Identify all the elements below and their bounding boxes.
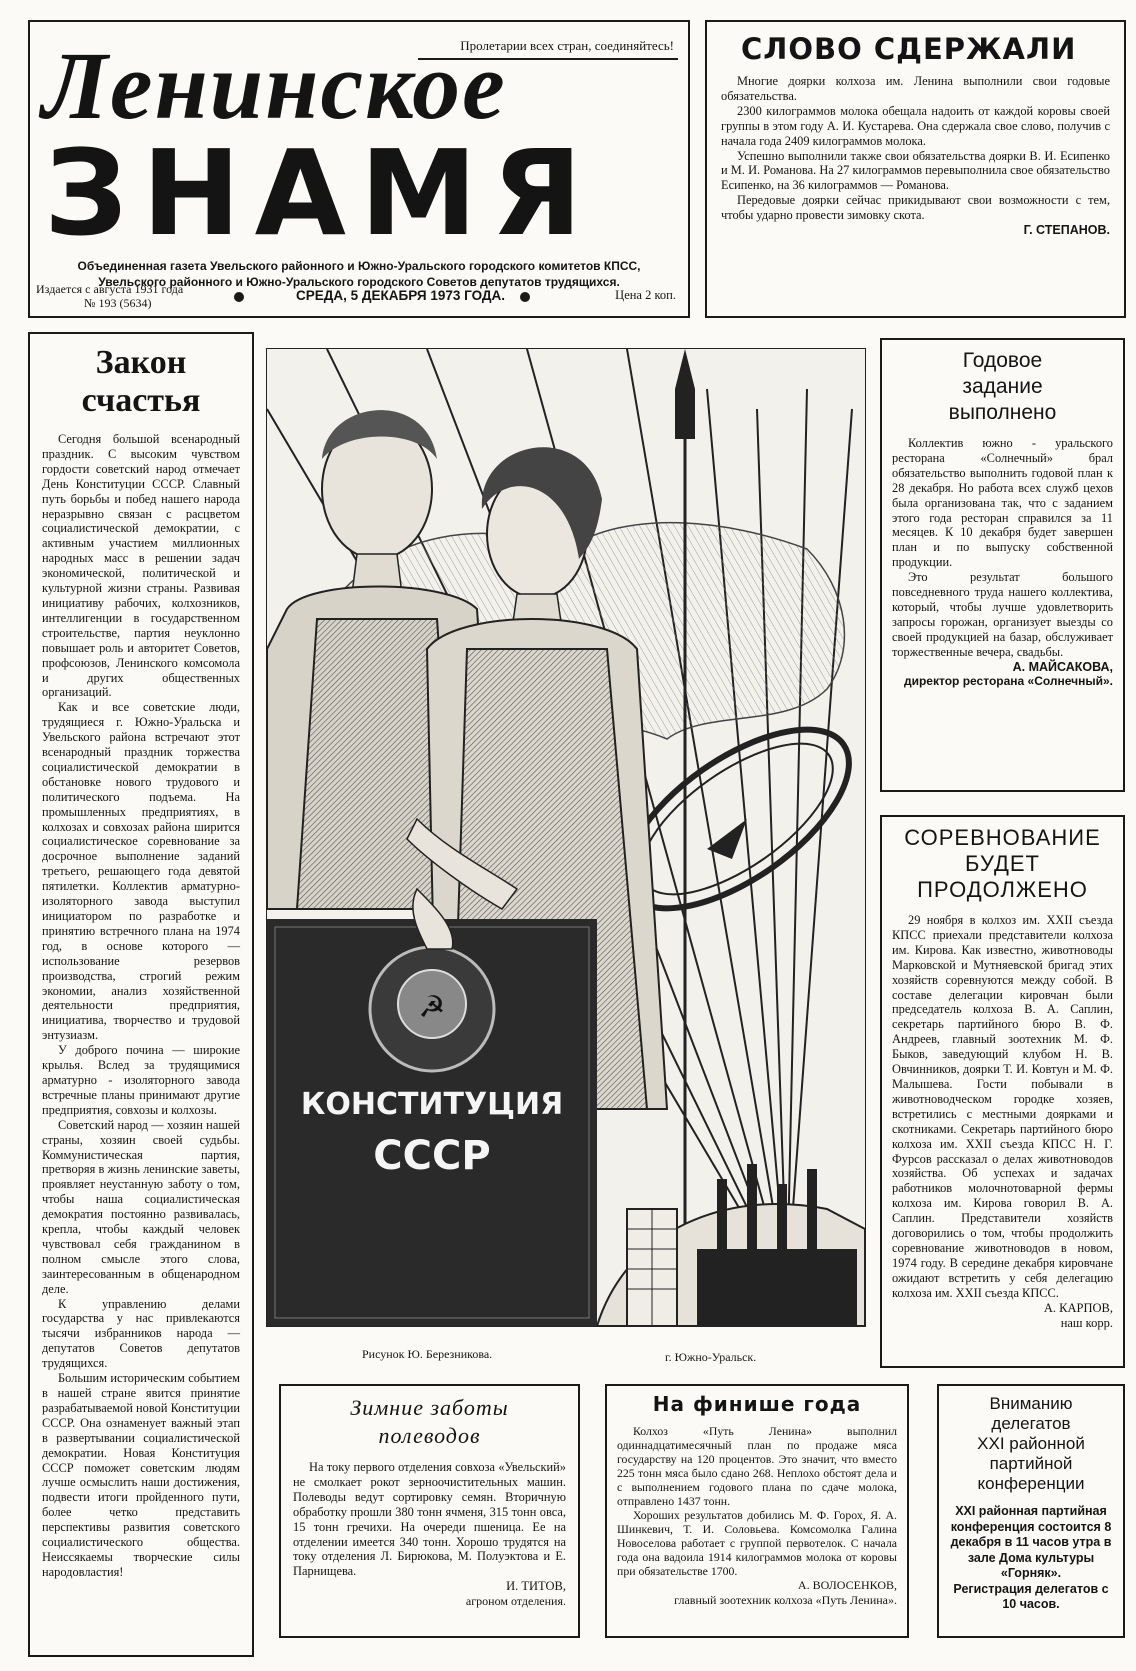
author-position: агроном отделения. (465, 1594, 566, 1609)
article-paragraph: К управлению делами государства у нас привлекаются тысячи избранников народа — депутатов Советов депутатов трудящихся. (42, 1296, 240, 1371)
announcement-title-line: партийной (989, 1454, 1073, 1473)
article-title-line: Закон (95, 344, 187, 381)
article-body (892, 436, 1113, 660)
author-position: наш корр. (1060, 1315, 1113, 1330)
article-zimnie-zaboty (279, 1384, 580, 1638)
article-paragraph: 2300 килограммов молока обещала надоить от каждой коровы своей группы в этом году А. И. Кустарева. Она сдержала свое слово, получив с начала года 2409 килограммов молока. (721, 103, 1110, 148)
article-godovoe-zadanie (880, 338, 1125, 792)
article-paragraph: 29 ноября в колхоз им. XXII съезда КПСС приехали представители колхоза им. Кирова. Как известно, животноводы Марковской и Мутняевской бригад этих хозяйств соревнуются между собой. В составе делегации кировчан были председатель колхоза В. А. Саплин, секретарь партийного бюро В. Ф. Андреев, главный зоотехник М. Ф. Быков, заведующий клубом Н. В. Овчинников, доярки Т. И. Ковтун и М. Ф. Малышева. Гости побывали в животноводческом городке хозяев, встретились с местными доярками и скотниками. Секретарь партийного бюро колхоза им. XXII съезда КПСС Н. Г. Фурсов рассказал о делах животноводов хозяйства. Об успехах и задачах работников молочнотоварной фермы колхоза им. Кирова говорил В. А. Саплин. Представители хозяйств договорились о том, чтобы продолжить соревнование животноводов в новом, 1974 году. В середине декабря кировчане ожидают встретить у себя делегацию колхоза им. XXII съезда КПСС. (892, 913, 1113, 1300)
article-signature: Г. СТЕПАНОВ. (1023, 223, 1110, 238)
announcement-paragraph: Регистрация делегатов с 10 часов. (953, 1581, 1109, 1611)
article-paragraph: Коллектив южно - уральского ресторана «Солнечный» брал обязательство выполнить годовой план к 28 декабря. Но работа всех служб цехов была организована так, что с заданием этого года ресторан справился за 11 месяцев. К 10 декабря будет завершен план и по выпуску собственной продукции. (892, 436, 1113, 570)
article-paragraph: Колхоз «Путь Ленина» выполнил одиннадцатимесячный план по продаже мяса государству на 120 процентов. Это значит, что вместо 225 тонн мяса было сдано 268. Неплохо обстоят дела и с выполнением годового плана по сдаче молока, отправлено 1437 тонн. (617, 1424, 897, 1508)
article-title-line: счастья (81, 382, 201, 419)
founded-line: Издается с августа 1931 года (36, 282, 184, 296)
founded-info (36, 282, 183, 310)
article-na-finishe-goda (605, 1384, 909, 1638)
article-body (42, 432, 240, 1580)
author-position: директор ресторана «Солнечный». (903, 673, 1113, 688)
announcement-title-line: Вниманию (989, 1394, 1073, 1413)
announcement-title-line: делегатов (991, 1414, 1071, 1433)
article-title-line: ПРОДОЛЖЕНО (917, 877, 1088, 902)
masthead (28, 20, 690, 318)
announcement-title-line: конференции (977, 1474, 1085, 1493)
announcement-body (949, 1504, 1113, 1613)
article-paragraph: Хороших результатов добились М. Ф. Горох, Я. А. Шинкевич, Т. И. Соловьева. Комсомолка Галина Новоселова работает с группой первотелок. С начала года она вадоила 1914 килограммов молока от коровы при обязательстве 1700. (617, 1508, 897, 1578)
city-skyline (597, 1164, 865, 1326)
article-paragraph: Это результат большого повседневного труда нашего коллектива, который, чтобы лучше удовлетворить запросы горожан, организует выезды со своей продукцией на базар, обслуживает торжественные вечера, свадьбы. (892, 570, 1113, 659)
article-title-line: полеводов (378, 1423, 481, 1448)
article-title (293, 1394, 566, 1450)
article-title (892, 825, 1113, 903)
author-position: главный зоотехник колхоза «Путь Ленина». (674, 1593, 897, 1607)
poster-caption-city: г. Южно-Уральск. (665, 1350, 757, 1364)
masthead-subtitle-line2: Увельского районного и Южно-Уральского городского Советов депутатов трудящихся. (98, 275, 620, 289)
article-paragraph: Многие доярки колхоза им. Ленина выполнили свои годовые обязательства. (721, 74, 1110, 103)
article-body (721, 74, 1110, 223)
article-signature: И. ТИТОВ, (506, 1579, 566, 1594)
issue-price: Цена 2 коп. (615, 288, 676, 302)
article-body (293, 1460, 566, 1579)
article-body (892, 913, 1113, 1301)
masthead-imprint (36, 282, 682, 312)
masthead-title-line2: ЗНАМЯ (44, 124, 597, 262)
issue-number: № 193 (5634) (84, 296, 152, 310)
poster-caption-artist: Рисунок Ю. Березникова. (362, 1347, 493, 1361)
article-signature: А. КАРПОВ, (1043, 1300, 1113, 1315)
article-title-line: Годовое (962, 349, 1043, 372)
article-signature: А. ВОЛОСЕНКОВ, (797, 1578, 897, 1592)
article-paragraph: Большим историческим событием в нашей стране явится принятие разрабатываемой новой Конституции СССР. Она ознаменует важный этап в развертывании социалистической демократии. Новая Конституция СССР поможет советским людям лучше осмыслить наши достижения, подвести итоги пройденного пути, более четко представить перспективы развития советского социалистического общества. Неиссякаемы творческие силы народовластия! (42, 1371, 240, 1579)
article-body (617, 1424, 897, 1578)
article-paragraph: Советский народ — хозяин нашей страны, хозяин своей судьбы. Коммунистическая партия, претворяя в жизнь ленинские заветы, проявляет неустанную заботу о том, чтобы наша социалистическая демократия постоянно развивалась, крепла, чтобы каждый человек чувствовал себя гражданином в полном смысле этого слова, заинтересованным в общенародном деле. (42, 1117, 240, 1296)
masthead-subtitle-line1: Объединенная газета Увельского районного и Южно-Уральского городского комитетов КПСС, (77, 259, 641, 273)
announcement-title-line: XXI районной (977, 1434, 1085, 1453)
rocket-icon (675, 349, 695, 1309)
article-title-line: выполнено (948, 401, 1057, 424)
masthead-motto: Пролетарии всех стран, соединяйтесь! (460, 38, 674, 53)
article-title-line: задание (962, 375, 1043, 398)
article-paragraph: Как и все советские люди, трудящиеся г. Южно-Уральска и Увельского района встречают этот всенародный праздник торжества социалистической демократии в обстановке нового трудового и политического подъема. На промышленных предприятиях, в колхозах и совхозах района ширится социалистическое соревнование за досрочное выполнение заданий третьего, решающего года девятой пятилетки. Коллектив арматурно-изоляторного завода выступил инициатором по разработке и принятию встречного плана на 1974 год, в основе которого — использование резервов производства, строгий режим экономии, анализ хозяйственной деятельности предприятия, инициатива, творчество и трудовой энтузиазм. (42, 700, 240, 1043)
article-sorevnovanie (880, 815, 1125, 1368)
book-title-line1: КОНСТИТУЦИЯ (300, 1087, 564, 1122)
constitution-poster-illustration (266, 348, 866, 1327)
book-title-line2: СССР (373, 1133, 491, 1179)
article-title-line: СОРЕВНОВАНИЕ (904, 825, 1101, 850)
article-slovo-sderzhali (705, 20, 1126, 318)
article-paragraph: Успешно выполнили также свои обязательства доярки В. И. Есипенко и М. И. Романова. На 27 килограммов перевыполнила свое обязательство Есипенко, на 36 килограммов — Романова. (721, 148, 1110, 193)
announcement-vnimaniyu-delegatov (937, 1384, 1125, 1638)
masthead-title-line1: Ленинское (42, 32, 507, 139)
article-paragraph: У доброго почина — широкие крылья. Вслед за трудящимися арматурно - изоляторного завода встречные планы принимают другие предприятия, совхозы и колхозы. (42, 1043, 240, 1117)
article-title (892, 348, 1113, 426)
hammer-sickle-icon: ☭ (418, 990, 446, 1025)
article-title (42, 344, 240, 420)
article-title: СЛОВО СДЕРЖАЛИ (741, 32, 1077, 66)
announcement-title (949, 1394, 1113, 1494)
article-title-line: БУДЕТ (965, 851, 1040, 876)
article-paragraph: Передовые доярки сейчас прикидывают свои возможности с тем, чтобы ударно провести зимовку скота. (721, 193, 1110, 223)
poster-drawing (267, 349, 865, 1326)
announcement-paragraph: XXI районная партийная конференция состоится 8 декабря в 11 часов утра в зале Дома культуры «Горняк». (950, 1504, 1112, 1580)
article-paragraph: На току первого отделения совхоза «Увельский» не смолкает рокот зерноочистительных машин. Полеводы ведут сортировку семян. Вторичную обработку прошли 380 тонн ячменя, 315 тонн овса, 15 тонн гречихи. На очереди пшеница. Ее на отделении имеется 340 тонн. Хорошо трудятся на току отделения Л. Бирюкова, М. Полуэктова и Е. Парнищева. (293, 1460, 566, 1579)
article-paragraph: Сегодня большой всенародный праздник. С высоким чувством гордости советский народ отмечает День Конституции СССР. Славный путь борьбы и побед нашего народа неразрывно связан с расцветом социалистической демократии, с активным участием миллионных народных масс в решении задач экономической, политической и культурной жизни страны. Развивая инициативу рабочих, колхозников, интеллигенции в государственном строительстве, партия неуклонно повышает роль и авторитет Советов, профсоюзов, Ленинского комсомола и других общественных организаций. (42, 432, 240, 700)
article-signature: А. МАЙСАКОВА, (1012, 659, 1113, 674)
article-zakon-schastya (28, 332, 254, 1657)
constitution-book (267, 889, 597, 1326)
article-title: На финише года (652, 1392, 862, 1416)
article-title-line: Зимние заботы (350, 1395, 509, 1420)
bullet-dot-icon (520, 292, 530, 302)
bullet-dot-icon (234, 292, 244, 302)
issue-date: СРЕДА, 5 ДЕКАБРЯ 1973 ГОДА. (296, 288, 506, 303)
